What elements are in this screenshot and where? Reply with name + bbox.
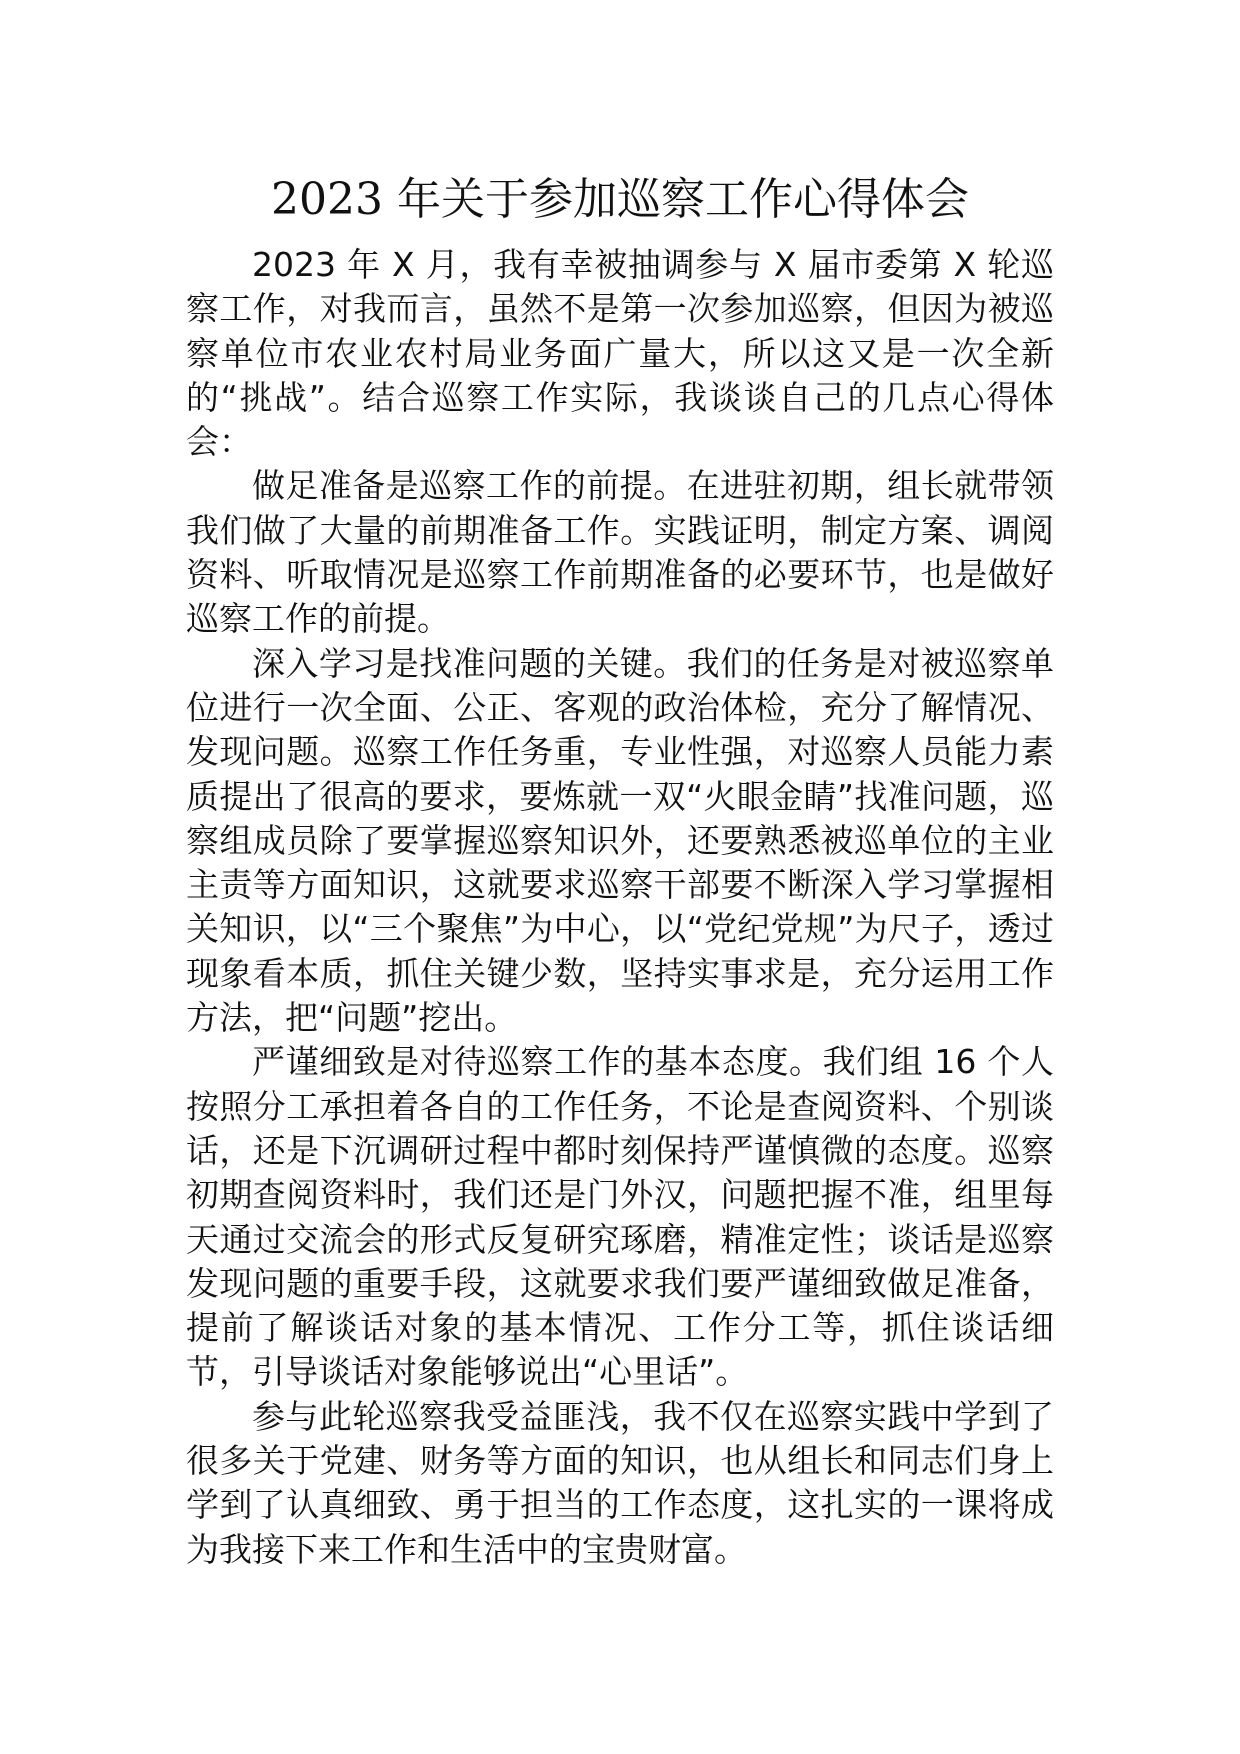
paragraph-preparation: 做足准备是巡察工作的前提。在进驻初期，组长就带领我们做了大量的前期准备工作。实践证明，制定方案、调阅资料、听取情况是巡察工作前期准备的必要环节，也是做好巡察工作的前提。 bbox=[186, 466, 1054, 639]
document-title: 2023 年关于参加巡察工作心得体会 bbox=[271, 174, 969, 225]
paragraph-rigor: 严谨细致是对待巡察工作的基本态度。我们组 16 个人按照分工承担着各自的工作任务，不论是查阅资料、个别谈话，还是下沉调研过程中都时刻保持严谨慎微的态度。巡察初期查阅资料时，我们还是门外汉，问题把握不准，组里每天通过交流会的形式反复研究琢磨，精准定性；谈话是巡察发现问题的重要手段，这就要求我们要严谨细致做足准备，提前了解谈话对象的基本情况、工作分工等，抓住谈话细节，引导谈话对象能够说出“心里话”。 bbox=[186, 1042, 1054, 1392]
paragraph-intro: 2023 年 X 月，我有幸被抽调参与 X 届市委第 X 轮巡察工作，对我而言，虽然不是第一次参加巡察，但因为被巡察单位市农业农村局业务面广量大，所以这又是一次全新的“挑战”。结合巡察工作实际，我谈谈自己的几点心得体会： bbox=[186, 245, 1054, 462]
paragraph-conclusion: 参与此轮巡察我受益匪浅，我不仅在巡察实践中学到了很多关于党建、财务等方面的知识，也从组长和同志们身上学到了认真细致、勇于担当的工作态度，这扎实的一课将成为我接下来工作和生活中的宝贵财富。 bbox=[186, 1396, 1054, 1569]
paragraph-study: 深入学习是找准问题的关键。我们的任务是对被巡察单位进行一次全面、公正、客观的政治体检，充分了解情况、发现问题。巡察工作任务重，专业性强，对巡察人员能力素质提出了很高的要求，要炼就一双“火眼金睛”找准问题，巡察组成员除了要掌握巡察知识外，还要熟悉被巡单位的主业主责等方面知识，这就要求巡察干部要不断深入学习掌握相关知识，以“三个聚焦”为中心，以“党纪党规”为尺子，透过现象看本质，抓住关键少数，坚持实事求是，充分运用工作方法，把“问题”挖出。 bbox=[186, 643, 1054, 1038]
document-body bbox=[186, 243, 1054, 1572]
